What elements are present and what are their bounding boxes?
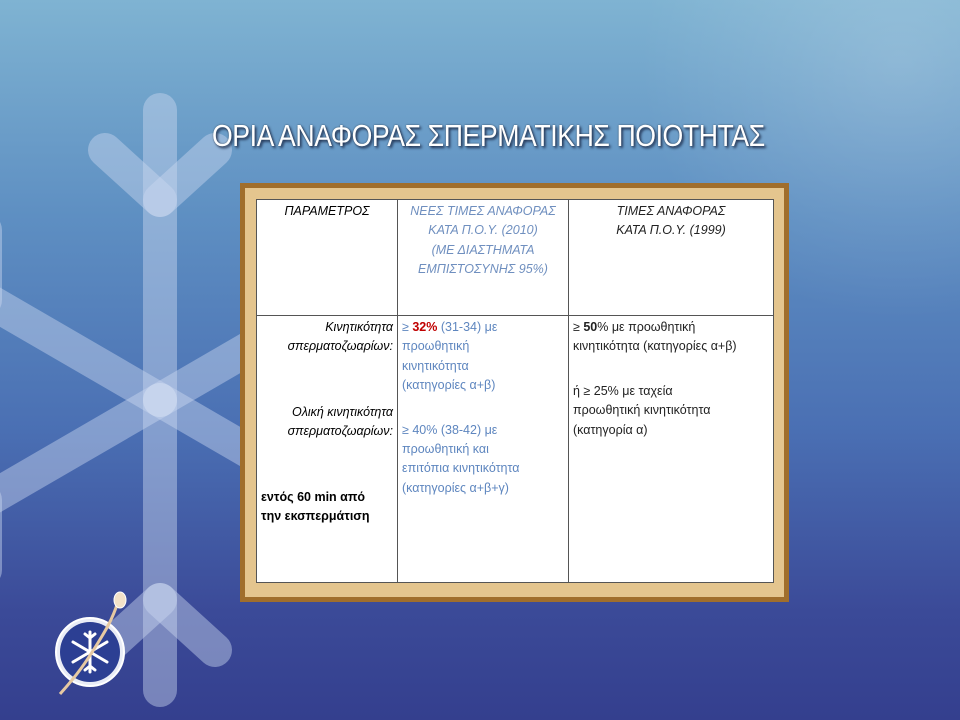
table-frame xyxy=(240,183,789,602)
who1999-alt-line: προωθητική κινητικότητα xyxy=(573,403,711,418)
header-who-2010-line: (ΜΕ ΔΙΑΣΤΗΜΑΤΑ xyxy=(431,242,535,257)
who2010-total-line: προωθητική και xyxy=(402,441,489,456)
who-2010-cell xyxy=(398,316,569,583)
who2010-total-line: (κατηγορίες α+β+γ) xyxy=(402,480,509,495)
param-total-line: Ολική κινητικότητα xyxy=(291,404,393,419)
header-who-1999 xyxy=(569,200,774,316)
who1999-alt-line: ή ≥ 25% με ταχεία xyxy=(573,383,673,398)
who2010-total-line: επιτόπια κινητικότητα xyxy=(402,461,520,476)
parameter-cell xyxy=(257,316,398,583)
header-who-1999-line: ΚΑΤΑ Π.Ο.Υ. (1999) xyxy=(616,223,726,238)
header-who-2010-line: ΝΕΕΣ ΤΙΜΕΣ ΑΝΑΦΟΡΑΣ xyxy=(410,204,556,218)
param-time-line: εντός 60 min από xyxy=(261,489,366,504)
who2010-motility-line: (κατηγορίες α+β) xyxy=(402,378,496,393)
param-motility-line: σπερματοζωαρίων: xyxy=(287,339,393,354)
header-who-2010-line: ΕΜΠΙΣΤΟΣΥΝΗΣ 95%) xyxy=(418,262,548,277)
reference-values-table xyxy=(256,199,774,583)
who1999-motility-first-line: ≥ 50% με προωθητική xyxy=(573,320,696,334)
header-who-2010-line: ΚΑΤΑ Π.Ο.Υ. (2010) xyxy=(428,223,538,238)
table-header-row xyxy=(257,200,774,316)
who1999-motility-line: κινητικότητα (κατηγορίες α+β) xyxy=(573,339,737,354)
logo-snowflake-sperm-icon xyxy=(48,590,138,700)
header-who-1999-line: ΤΙΜΕΣ ΑΝΑΦΟΡΑΣ xyxy=(616,204,726,218)
who2010-total-line: ≥ 40% (38-42) με xyxy=(402,422,498,437)
param-total-line: σπερματοζωαρίων: xyxy=(287,424,393,439)
who2010-motility-first-line: ≥ 32% (31-34) με xyxy=(402,320,498,334)
param-time-line: την εκσπερμάτιση xyxy=(261,508,370,523)
header-parameter: ΠΑΡΑΜΕΤΡΟΣ xyxy=(257,200,398,316)
slide-title: ΟΡΙΑ ΑΝΑΦΟΡΑΣ ΣΠΕΡΜΑΤΙΚΗΣ ΠΟΙΟΤΗΤΑΣ xyxy=(212,118,765,153)
who1999-alt-line: (κατηγορία α) xyxy=(573,422,648,437)
who2010-motility-line: προωθητική xyxy=(402,339,470,354)
who-1999-cell xyxy=(569,316,774,583)
param-motility-line: Κινητικότητα xyxy=(325,320,393,334)
highlighted-value: 32% xyxy=(412,320,438,334)
table-body-row xyxy=(257,316,774,583)
header-who-2010 xyxy=(398,200,569,316)
who2010-motility-line: κινητικότητα xyxy=(402,358,469,373)
